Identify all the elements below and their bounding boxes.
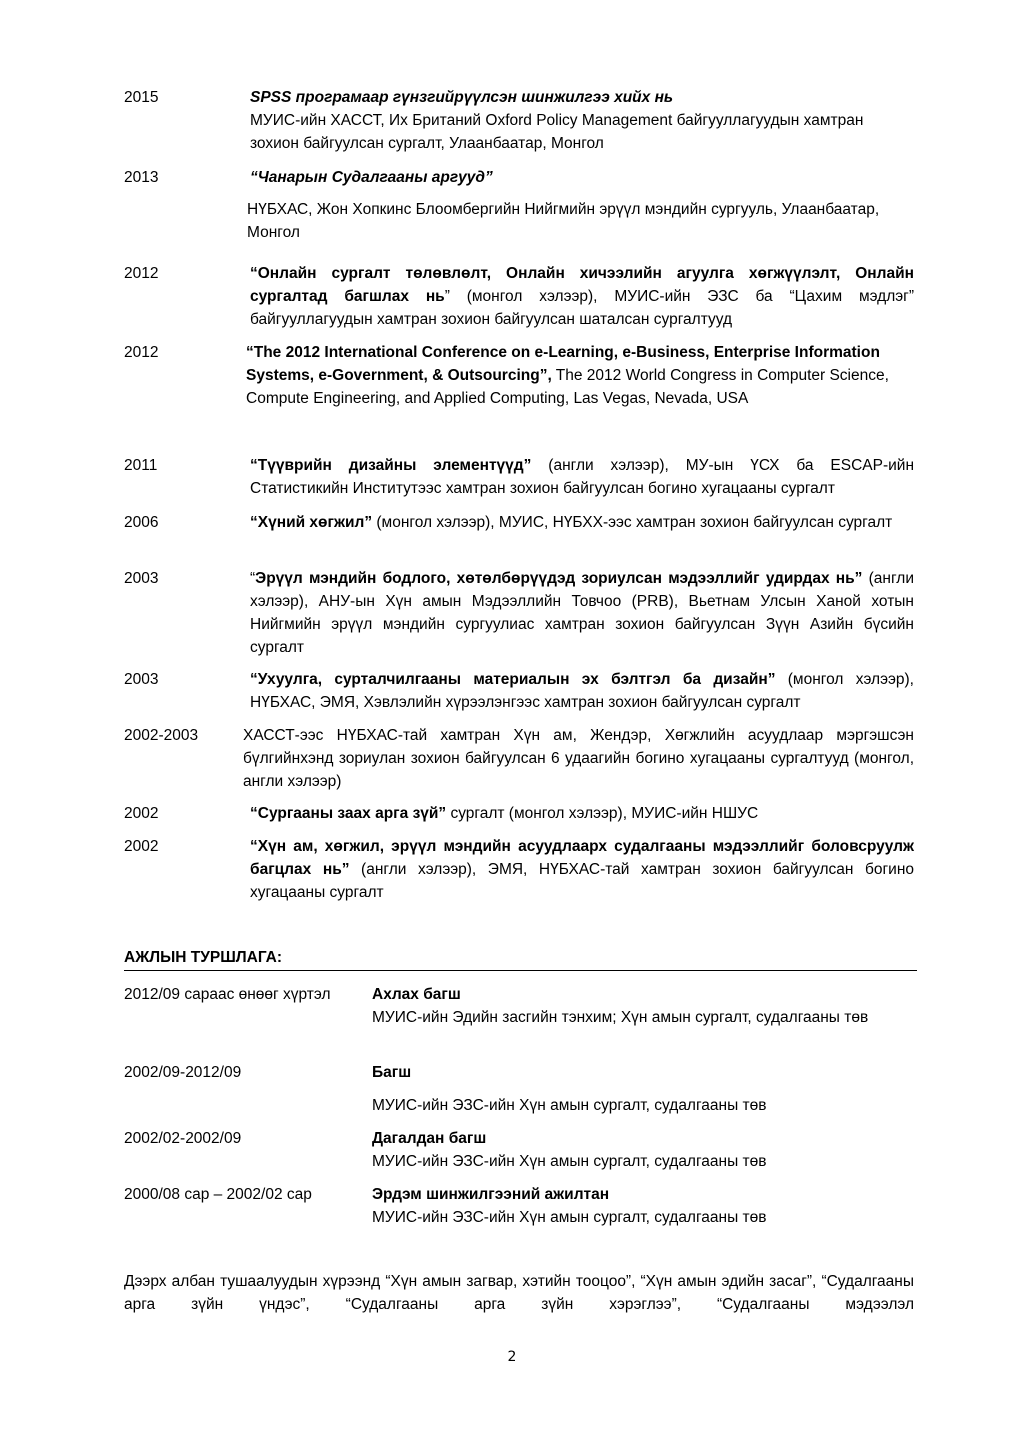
training-year: 2012	[124, 344, 159, 361]
training-description	[250, 454, 914, 500]
training-description	[250, 262, 914, 331]
training-title: “Хүн ам, хөгжил, эрүүл мэндийн асуудлаарх судалгааны мэдээллийг боловсруулж багцлах нь”	[250, 838, 914, 878]
training-title: “Ухуулга, сурталчилгааны материалын эх бэлтгэл ба дизайн”	[250, 671, 776, 688]
work-job	[372, 1183, 902, 1229]
training-details: (англи хэлээр), АНУ-ын Хүн амын Мэдээллийн Товчоо (PRB), Вьетнам Улсын Ханой хотын Нийгмийн эрүүл мэндийн сургуулиас хамтран зохион байгуулсан Зүүн Азийн бүсийн сургалт	[250, 570, 914, 656]
body-paragraph: Дээрх албан тушаалуудын хүрээнд “Хүн амын загвар, хэтийн тооцоо”, “Хүн амын эдийн засаг”, “Судалгааны арга зүйн үндэс”, “Судалгааны арга зүйн хэрэглээ”, “Судалгааны мэдээлэл	[124, 1273, 914, 1313]
training-details: (англи хэлээр), МУ-ын ҮСХ ба ESCAP-ийн Статистикийн Институтээс хамтран зохион байгуулсан богино хугацааны сургалт	[250, 457, 914, 497]
work-position: Ахлах багш	[372, 986, 461, 1003]
training-details: сургалт (монгол хэлээр), МУИС-ийн НШУС	[446, 805, 759, 822]
work-period: 2000/08 сар – 2002/02 сар	[124, 1186, 312, 1203]
training-details: ” (монгол хэлээр), МУИС-ийн ЭЗС ба “Цахим мэдлэг” байгууллагуудын хамтран зохион байгуулсан шаталсан сургалтууд	[250, 288, 914, 328]
work-period: 2002/09-2012/09	[124, 1064, 242, 1081]
training-title: “Чанарын Судалгааны аргууд”	[250, 169, 493, 186]
training-year: 2006	[124, 514, 159, 531]
work-place: МУИС-ийн ЭЗС-ийн Хүн амын сургалт, судалгааны төв	[372, 1153, 767, 1170]
training-year: 2003	[124, 671, 159, 688]
work-period: 2012/09 сараас өнөөг хүртэл	[124, 986, 331, 1003]
training-details: (англи хэлээр), ЭМЯ, НҮБХАС-тай хамтран зохион байгуулсан богино хугацааны сургалт	[250, 861, 915, 901]
training-title: “The 2012 International Conference on e-Learning, e-Business, Enterprise Information Systems, e-Government, & Outsourcing”,	[246, 344, 880, 384]
training-details: НҮБХАС, Жон Хопкинс Блоомбергийн Нийгмийн эрүүл мэндийн сургууль, Улаанбаатар, Монгол	[247, 201, 880, 241]
work-place: МУИС-ийн ЭЗС-ийн Хүн амын сургалт, судалгааны төв	[372, 1209, 767, 1226]
training-title: “Түүврийн дизайны элементүүд”	[250, 457, 532, 474]
training-year: 2011	[124, 457, 158, 474]
training-title: SPSS програмаар гүнзгийрүүлсэн шинжилгээ хийх нь	[250, 89, 674, 106]
training-year: 2002	[124, 838, 159, 855]
training-details: The 2012 World Congress in Computer Science, Compute Engineering, and Applied Computing, Las Vegas, Nevada, USA	[246, 367, 889, 407]
training-year: 2002-2003	[124, 727, 199, 744]
training-description	[247, 166, 914, 244]
training-details: ХАССТ-ээс НҮБХАС-тай хамтран Хүн ам, Жендэр, Хөгжлийн асуудлаар мэргэшсэн бүлгийнхэнд зориулан зохион байгуулсан 6 удаагийн богино хугацааны сургалтууд (монгол, англи хэлээр)	[243, 727, 914, 790]
work-position: Багш	[372, 1064, 412, 1081]
training-year: 2003	[124, 570, 159, 587]
training-year: 2002	[124, 805, 159, 822]
training-description	[250, 835, 914, 904]
training-title: Эрүүл мэндийн бодлого, хөтөлбөрүүдэд зориулсан мэдээллийг удирдах нь”	[255, 570, 863, 587]
training-details: МУИС-ийн ХАССТ, Их Британий Oxford Policy Management байгууллагуудын хамтран зохион байгуулсан сургалт, Улаанбаатар, Монгол	[250, 112, 864, 152]
training-description	[250, 86, 914, 155]
training-description	[250, 511, 914, 534]
work-place: МУИС-ийн Эдийн засгийн тэнхим; Хүн амын сургалт, судалгааны төв	[372, 1009, 869, 1026]
work-period: 2002/02-2002/09	[124, 1130, 242, 1147]
training-title: “Онлайн сургалт төлөвлөлт, Онлайн хичээлийн агуулга хөгжүүлэлт, Онлайн сургалтад багшлах нь	[250, 265, 914, 305]
work-job	[372, 1127, 902, 1173]
training-year: 2015	[124, 89, 159, 106]
training-title: “Сургааны заах арга зүй”	[250, 805, 447, 822]
training-description	[250, 802, 914, 825]
training-details: (монгол хэлээр), МУИС, НҮБХХ-ээс хамтран зохион байгуулсан сургалт	[372, 514, 893, 531]
training-title-quote: “	[250, 570, 256, 587]
work-position: Дагалдан багш	[372, 1130, 487, 1147]
training-title: “Хүний хөгжил”	[250, 514, 373, 531]
training-details: (монгол хэлээр), НҮБХАС, ЭМЯ, Хэвлэлийн хүрээлэнгээс хамтран зохион байгуулсан сургалт	[250, 671, 914, 711]
training-description	[246, 341, 910, 410]
work-place: МУИС-ийн ЭЗС-ийн Хүн амын сургалт, судалгааны төв	[372, 1097, 767, 1114]
work-job	[372, 983, 902, 1029]
training-description	[250, 668, 914, 714]
training-year: 2012	[124, 265, 159, 282]
training-year: 2013	[124, 169, 159, 186]
work-job	[372, 1061, 902, 1117]
page-number: 2	[507, 1349, 517, 1365]
training-description	[250, 567, 914, 659]
work-position: Эрдэм шинжилгээний ажилтан	[372, 1186, 610, 1203]
section-title-work-experience: АЖЛЫН ТУРШЛАГА:	[124, 946, 917, 971]
